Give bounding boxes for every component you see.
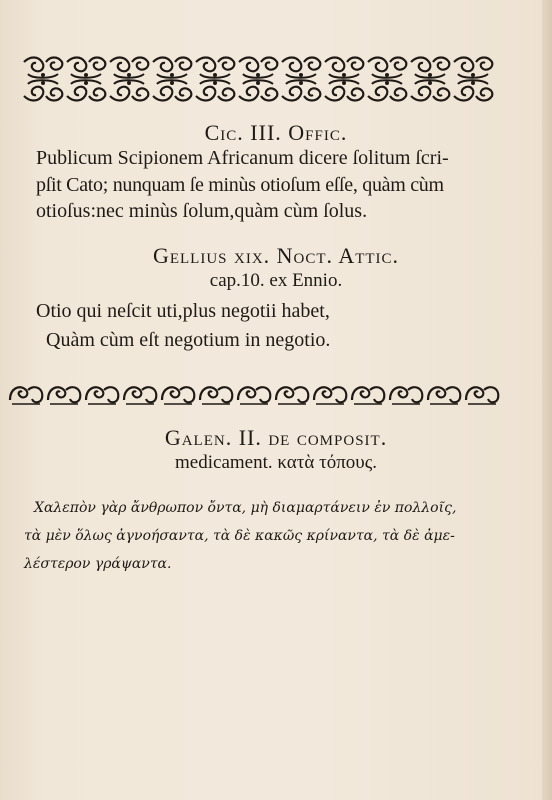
- ornament-band-middle: [8, 382, 500, 408]
- ornament-band-top: [22, 56, 500, 102]
- heading-gellius-sub: cap.10. ex Ennio.: [209, 270, 343, 291]
- quote1-line1: Publicum Scipionem Africanum dicere ſolitum ſcri-: [36, 147, 449, 169]
- greek-line1: Χαλεπὸν γὰρ ἄνθρωπον ὄντα, μὴ διαμαρτάνειν ἐν πολλοῖς,: [34, 500, 457, 516]
- heading-gellius: Gellius xix. Noct. Attic.: [152, 243, 400, 268]
- greek-line2: τὰ μὲν ὅλως ἀγνοήσαντα, τὰ δὲ κακῶς κρίναντα, τὰ δὲ ἀμε-: [24, 528, 455, 544]
- heading-galen-sub: medicament. κατὰ τόπους.: [175, 452, 377, 473]
- quote1-line3: otioſus:nec minùs ſolum,quàm cùm ſolus.: [36, 200, 368, 222]
- heading-galen: Galen. II. de composit.: [164, 425, 388, 450]
- greek-line3: λέστερον γράψαντα.: [24, 556, 172, 572]
- heading-cic-offic: Cic. III. Offic.: [204, 120, 348, 145]
- quote2-line1: Otio qui neſcit uti,plus negotii habet,: [36, 300, 330, 322]
- quote1-line2: pſit Cato; nunquam ſe minùs otioſum eſſe, quàm cùm: [36, 174, 444, 196]
- quote2-line2: Quàm cùm eſt negotium in negotio.: [46, 329, 331, 351]
